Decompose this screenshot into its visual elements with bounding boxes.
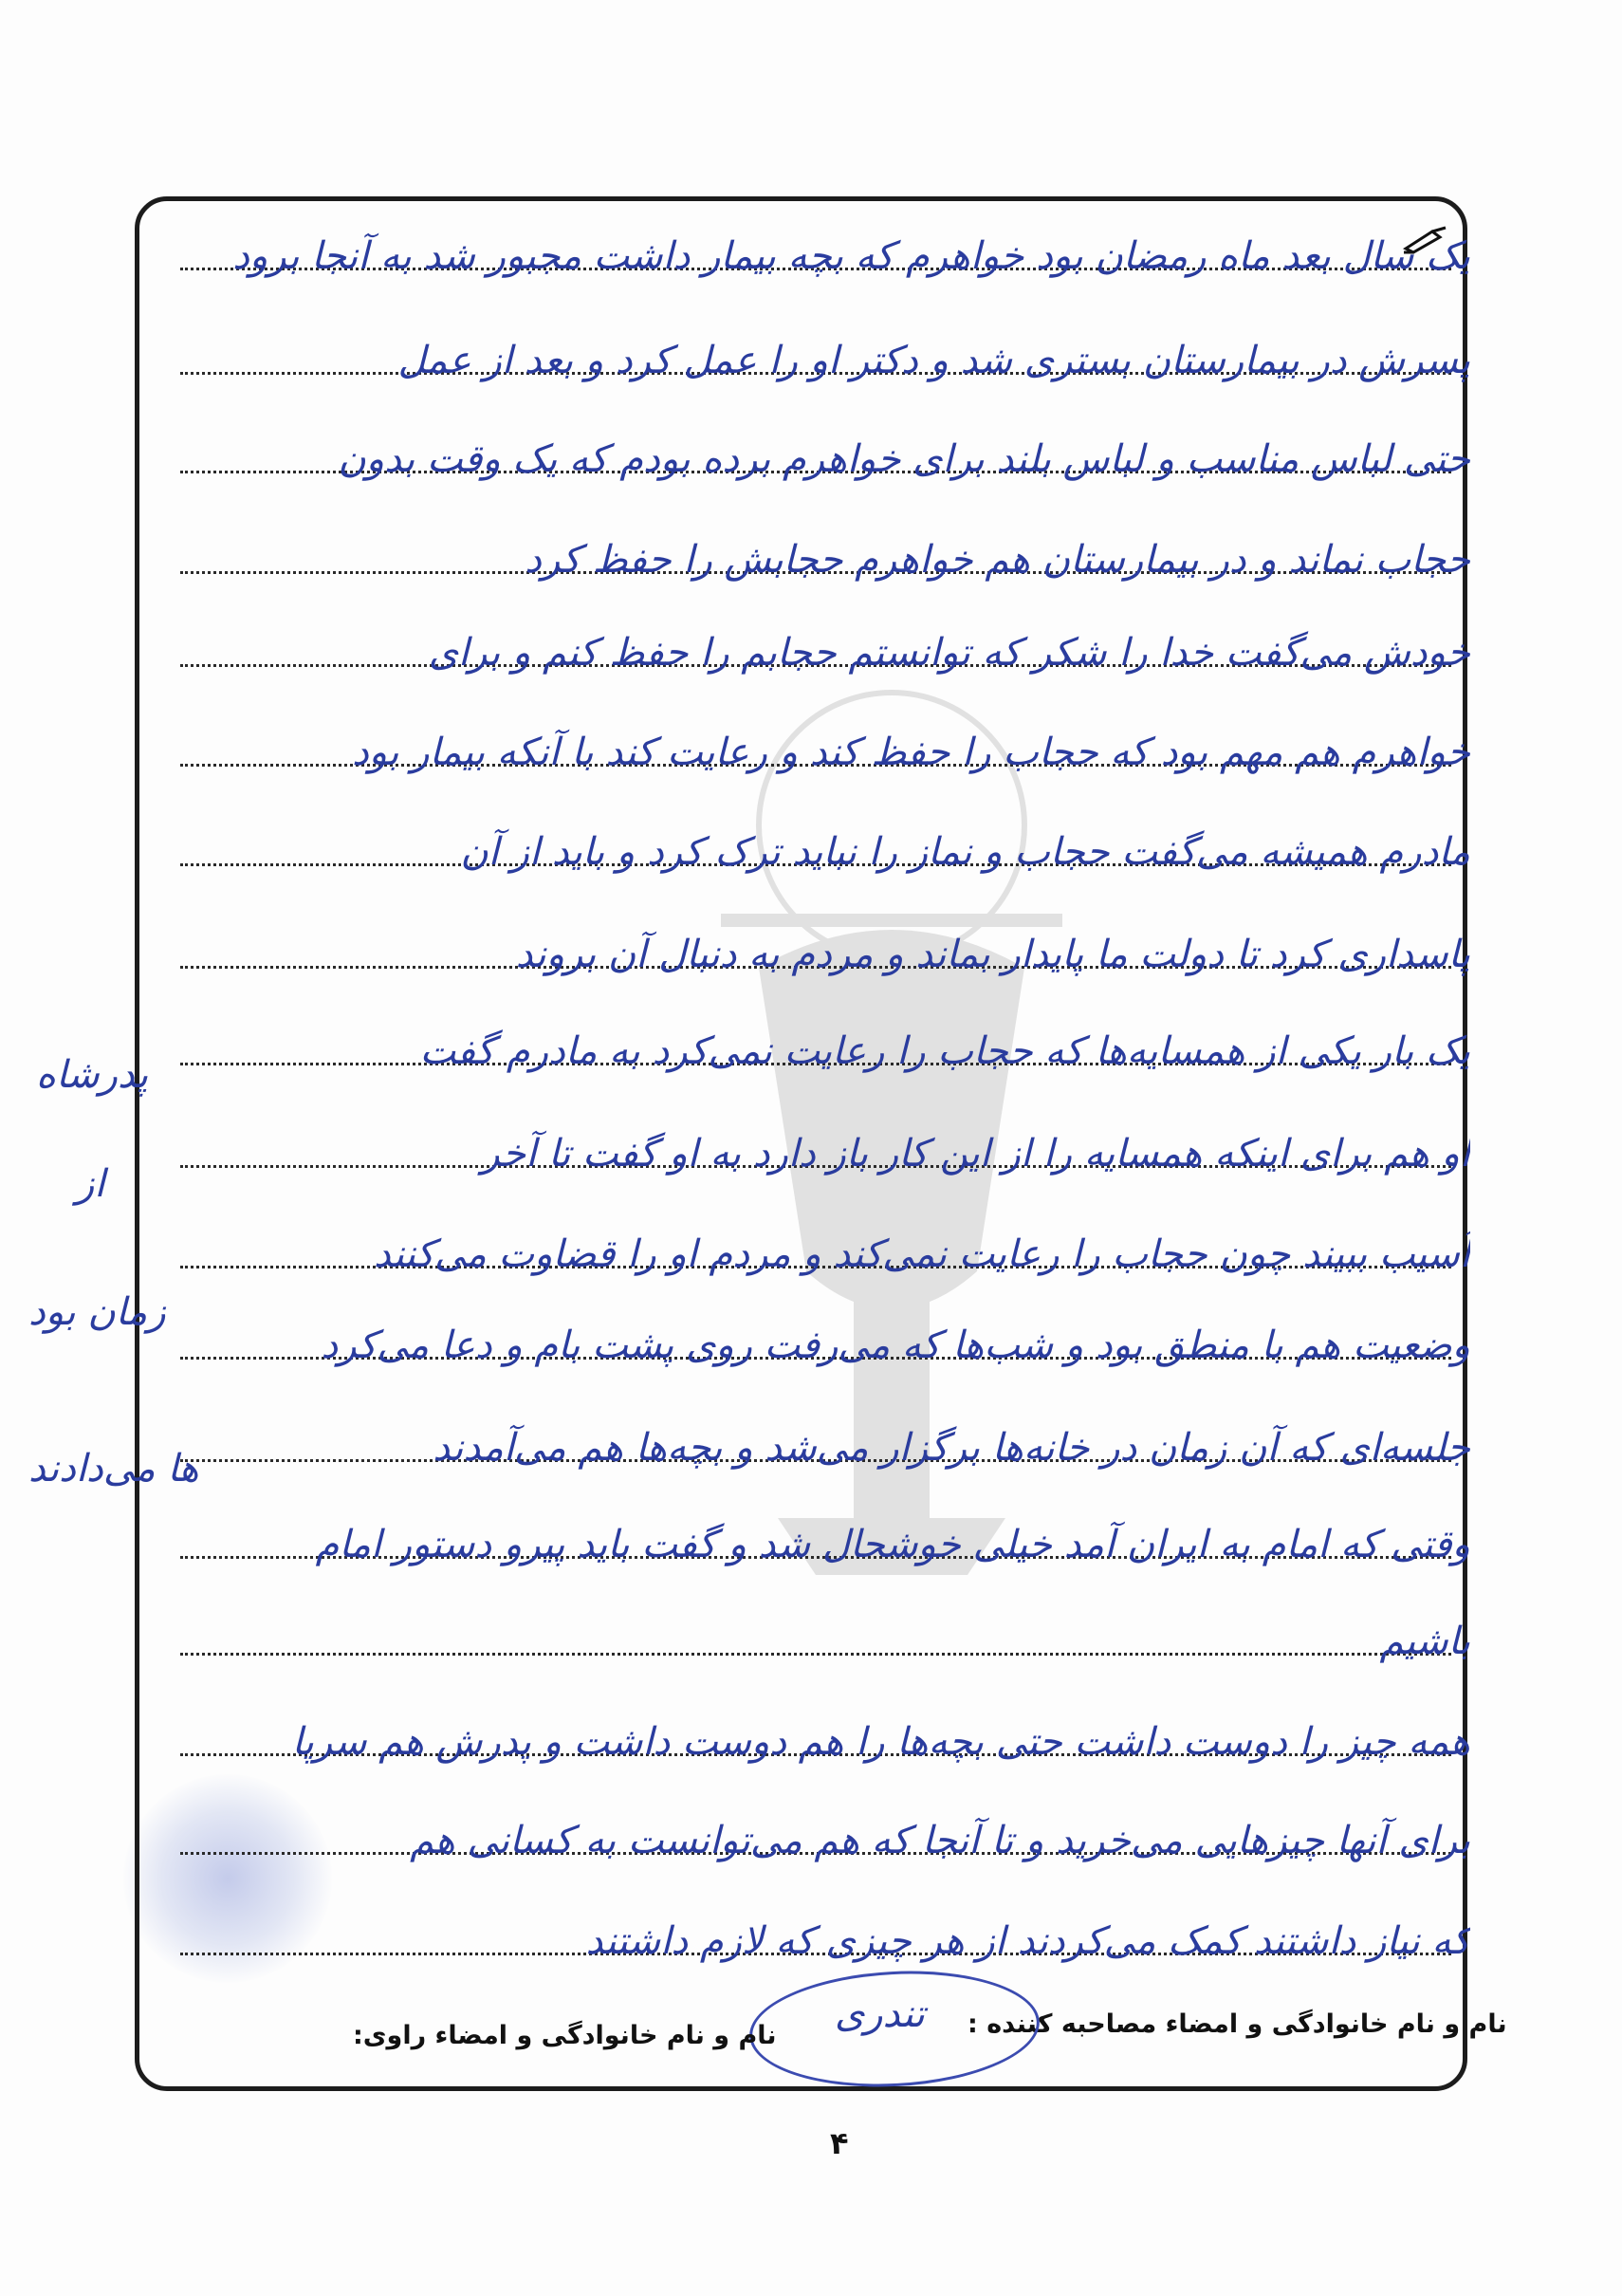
- handwritten-line: مادرم همیشه می‌گفت حجاب و نماز را نباید ترک کرد و باید از آن: [460, 830, 1470, 874]
- narrator-label: نام و نام خانوادگی و امضاء راوی:: [353, 2021, 777, 2050]
- interviewer-label: نام و نام خانوادگی و امضاء مصاحبه کننده :: [968, 2009, 1507, 2039]
- handwritten-line: پاسداری کرد تا دولت ما پایدار بماند و مردم به دنبال آن بروند: [515, 933, 1470, 976]
- margin-note: از: [76, 1162, 105, 1206]
- handwritten-line: همه چیز را دوست داشت حتی بچه‌ها را هم دوست داشت و پدرش هم سرپا: [291, 1720, 1470, 1764]
- handwritten-line: حجاب نماند و در بیمارستان هم خواهرم حجابش را حفظ کرد: [525, 538, 1470, 582]
- handwritten-body: [171, 0, 1470, 2087]
- handwritten-line: خودش می‌گفت خدا را شکر که توانستم حجابم را حفظ کنم و برای: [428, 631, 1470, 675]
- margin-note: زمان بود: [28, 1290, 166, 1334]
- handwritten-line: او هم برای اینکه همسایه را از این کار باز دارد به او گفت تا آخر: [481, 1132, 1470, 1176]
- handwritten-line: یک سال بعد ماه رمضان بود خواهرم که بچه بیمار داشت مجبور شد به آنجا برود: [232, 234, 1470, 278]
- handwritten-line: خواهرم هم مهم بود که حجاب را حفظ کند و رعایت کند با آنکه بیمار بود: [351, 731, 1470, 774]
- handwritten-line: حتی لباس مناسب و لباس بلند برای خواهرم برده بودم که یک وقت بدون: [338, 437, 1470, 481]
- handwritten-line: آسیب ببیند چون حجاب را رعایت نمی‌کند و مردم او را قضاوت می‌کنند: [373, 1232, 1470, 1276]
- interviewer-signature: تندری: [835, 1992, 925, 2036]
- handwritten-line: وقتی که امام به ایران آمد خیلی خوشحال شد و گفت باید پیرو دستور امام: [315, 1523, 1470, 1566]
- handwritten-line: پسرش در بیمارستان بستری شد و دکتر او را عمل کرد و بعد از عمل: [397, 339, 1470, 382]
- handwritten-line: برای آنها چیزهایی می‌خرید و تا آنجا که هم می‌توانست به کسانی هم: [410, 1819, 1470, 1862]
- margin-note: پدرشاه: [36, 1053, 149, 1097]
- handwritten-line: باشیم: [1379, 1620, 1470, 1663]
- handwritten-line: وضعیت هم با منطق بود و شب‌ها که می‌رفت روی پشت بام و دعا می‌کرد: [321, 1324, 1470, 1367]
- handwritten-line: یک بار یکی از همسایه‌ها که حجاب را رعایت نمی‌کرد به مادرم گفت: [419, 1029, 1470, 1073]
- handwritten-line: جلسه‌ای که آن زمان در خانه‌ها برگزار می‌شد و بچه‌ها هم می‌آمدند: [433, 1426, 1470, 1470]
- handwritten-line: که نیاز داشتند کمک می‌کردند از هر چیزی که لازم داشتند: [585, 1919, 1470, 1963]
- margin-note: ها می‌دادند: [28, 1447, 199, 1491]
- page-number: ۴: [830, 2125, 849, 2161]
